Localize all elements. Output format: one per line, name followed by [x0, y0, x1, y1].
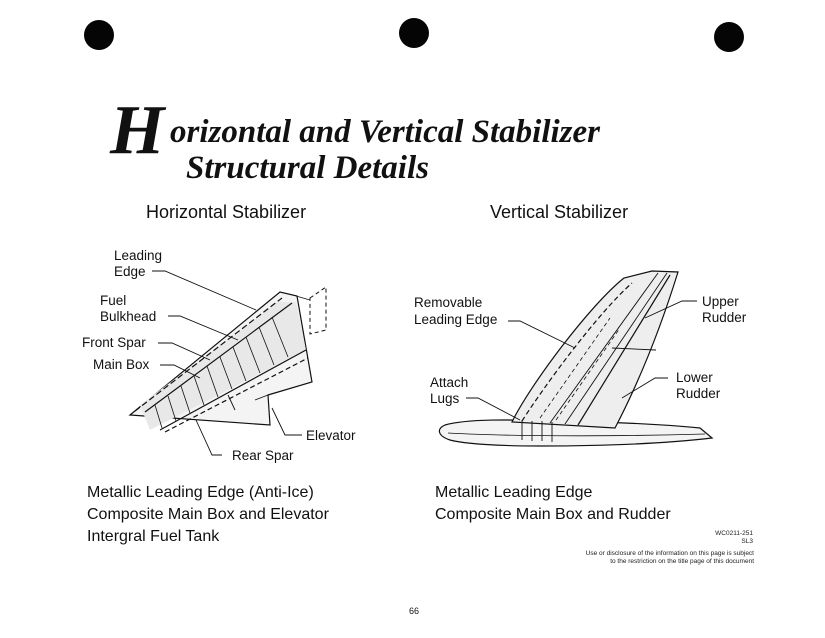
label-fuel-bulkhead-2: Bulkhead: [100, 309, 157, 324]
document-code: [715, 530, 753, 546]
label-fuel-bulkhead-1: Fuel: [100, 293, 127, 308]
vertical-note: Metallic Leading Edge: [435, 484, 593, 501]
vertical-note: Composite Main Box and Rudder: [435, 506, 671, 523]
label-upper-1: Upper: [702, 294, 739, 309]
label-attach-2: Lugs: [430, 391, 460, 406]
title-line-2: Structural Details: [186, 150, 429, 186]
label-leading-edge-2: Edge: [114, 264, 146, 279]
horizontal-notes: [87, 482, 329, 548]
label-rear-spar: Rear Spar: [232, 448, 294, 463]
horizontal-note: Intergral Fuel Tank: [87, 528, 220, 545]
document-code-line: SL3: [741, 538, 753, 545]
disclaimer-line: to the restriction on the title page of this document: [610, 558, 754, 565]
disclaimer: [586, 550, 754, 566]
label-lower-2: Rudder: [676, 386, 721, 401]
vertical-heading: Vertical Stabilizer: [490, 202, 629, 222]
label-upper-2: Rudder: [702, 310, 747, 325]
vertical-notes: [435, 482, 671, 526]
horizontal-stabilizer-diagram: [130, 271, 326, 455]
horizontal-note: Metallic Leading Edge (Anti-Ice): [87, 484, 314, 501]
label-attach-1: Attach: [430, 375, 469, 390]
horizontal-heading: Horizontal Stabilizer: [146, 202, 307, 222]
title-initial: H: [110, 92, 165, 169]
label-front-spar: Front Spar: [82, 335, 146, 350]
document-code-line: WC0211-251: [715, 530, 753, 537]
label-leading-edge-1: Leading: [114, 248, 163, 263]
label-lower-1: Lower: [676, 370, 713, 385]
label-elevator: Elevator: [306, 428, 356, 443]
horizontal-note: Composite Main Box and Elevator: [87, 506, 329, 523]
label-removable-1: Removable: [414, 295, 483, 310]
page-number: 66: [408, 606, 419, 616]
label-removable-2: Leading Edge: [414, 312, 498, 327]
title-line-1: orizontal and Vertical Stabilizer: [170, 114, 600, 150]
label-main-box: Main Box: [93, 357, 150, 372]
disclaimer-line: Use or disclosure of the information on this page is subject: [585, 550, 754, 557]
